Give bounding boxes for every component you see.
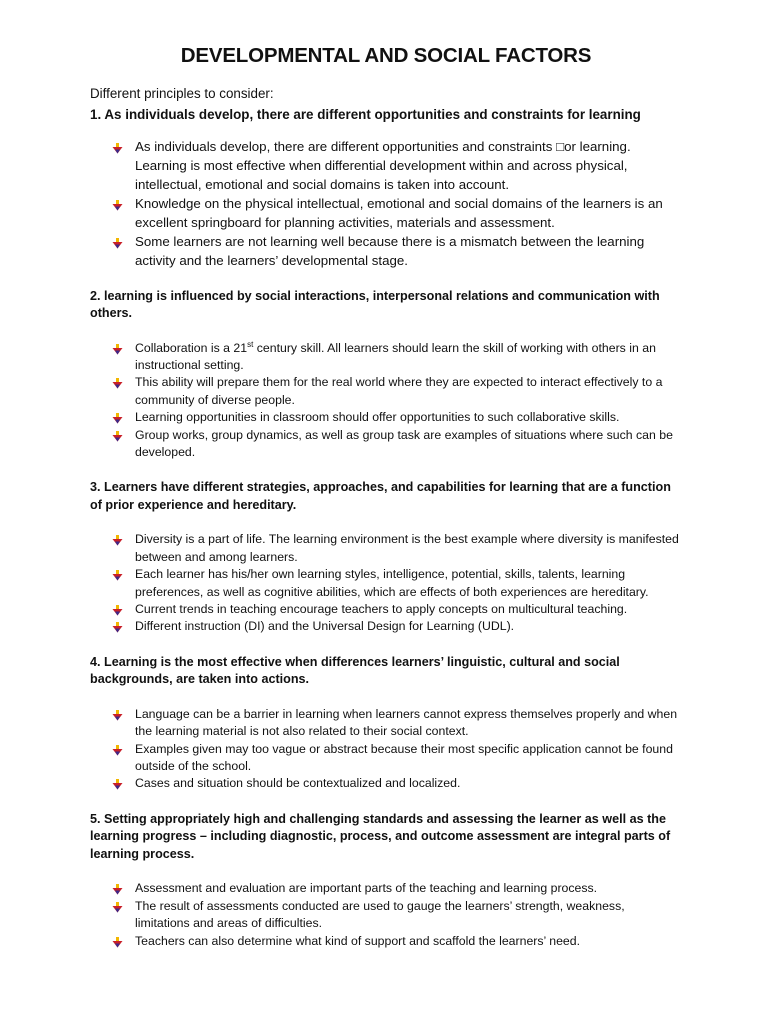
list-item-text: Examples given may too vague or abstract because their most specific application cannot be found outside of the school. [135,741,673,773]
list-item [112,409,682,426]
arrow-bullet-icon [112,430,123,441]
arrow-bullet-icon [112,778,123,789]
bullet-list [90,880,682,950]
section-4 [90,654,682,793]
list-item-text: Assessment and evaluation are important parts of the teaching and learning process. [135,881,598,896]
list-item-text: Collaboration is a 21st century skill. All learners should learn the skill of working with others in an instructional setting. [135,339,656,372]
section-3 [90,479,682,635]
list-item [112,194,682,232]
arrow-bullet-icon [112,343,123,354]
list-item [112,137,682,194]
section-heading: 4. Learning is the most effective when differences learners’ linguistic, cultural and social backgrounds, are taken into actions. [90,654,620,687]
list-item-text: The result of assessments conducted are used to gauge the learners’ strength, weakness, limitations and areas of difficulties. [135,898,625,931]
arrow-bullet-icon [112,901,123,912]
list-item-text: Language can be a barrier in learning when learners cannot express themselves properly and when the learning material is not also related to their social context. [135,706,678,739]
section-heading: 3. Learners have different strategies, approaches, and capabilities for learning that are a function of prior experience and hereditary. [90,480,671,512]
list-item-text: Each learner has his/her own learning styles, intelligence, potential, skills, talents, learning preferences, as well as cognitive abilities, which are effects of both experiences are hereditary. [135,567,649,599]
arrow-bullet-icon [112,709,123,720]
list-item [112,566,682,601]
arrow-bullet-icon [112,377,123,388]
arrow-bullet-icon [112,936,123,947]
arrow-bullet-icon [112,569,123,580]
list-item [112,340,682,375]
section-heading: 5. Setting appropriately high and challenging standards and assessing the learner as well as the learning progress – including diagnostic, process, and outcome assessment are integral parts of learning process. [90,811,671,861]
list-item-text: Some learners are not learning well because there is a mismatch between the learning activity and the learners’ developmental stage. [135,233,645,268]
arrow-bullet-icon [112,534,123,545]
list-item [112,618,682,635]
section-1 [90,106,682,270]
list-item [112,427,682,462]
list-item-text: Teachers can also determine what kind of support and scaffold the learners’ need. [135,933,581,948]
list-item [112,898,682,933]
list-item [112,374,682,409]
list-item-text: Diversity is a part of life. The learning environment is the best example where diversity is manifested between and among learners. [135,532,679,564]
arrow-bullet-icon [112,604,123,615]
bullet-list [90,137,682,270]
list-item-text: Current trends in teaching encourage teachers to apply concepts on multicultural teaching. [135,601,628,616]
arrow-bullet-icon [112,883,123,894]
section-2 [90,288,682,462]
section-heading: 2. learning is influenced by social interactions, interpersonal relations and communication with others. [90,288,660,320]
arrow-bullet-icon [112,621,123,632]
intro-text: Different principles to consider: [90,86,274,101]
list-item-text: Group works, group dynamics, as well as group task are examples of situations where such can be developed. [135,427,673,459]
section-5 [90,811,682,950]
list-item [112,775,682,792]
list-item-text: Different instruction (DI) and the Universal Design for Learning (UDL). [135,619,515,634]
list-item-text: As individuals develop, there are different opportunities and constraints □or learning. Learning is most effective when differential development within and across physical, intellectual, emotional and social domains is taken into account. [135,138,631,192]
list-item [112,933,682,950]
list-item [112,232,682,270]
section-heading: 1. As individuals develop, there are different opportunities and constraints for learning [90,107,641,122]
bullet-list [90,706,682,793]
bullet-list [90,340,682,462]
arrow-bullet-icon [112,235,123,246]
arrow-bullet-icon [112,197,123,208]
list-item [112,601,682,618]
document-title: DEVELOPMENTAL AND SOCIAL FACTORS [180,44,592,67]
list-item [112,531,682,566]
arrow-bullet-icon [112,140,123,151]
arrow-bullet-icon [112,412,123,423]
bullet-list [90,531,682,635]
list-item-text: Cases and situation should be contextualized and localized. [135,776,461,791]
list-item [112,880,682,897]
list-item-text: Knowledge on the physical intellectual, emotional and social domains of the learners is an excellent springboard for planning activities, materials and assessment. [135,195,663,230]
list-item-text: This ability will prepare them for the real world where they are expected to interact effectively to a community of diverse people. [135,375,663,407]
arrow-bullet-icon [112,744,123,755]
list-item [112,706,682,741]
list-item [112,741,682,776]
list-item-text: Learning opportunities in classroom should offer opportunities to such collaborative skills. [135,410,620,425]
